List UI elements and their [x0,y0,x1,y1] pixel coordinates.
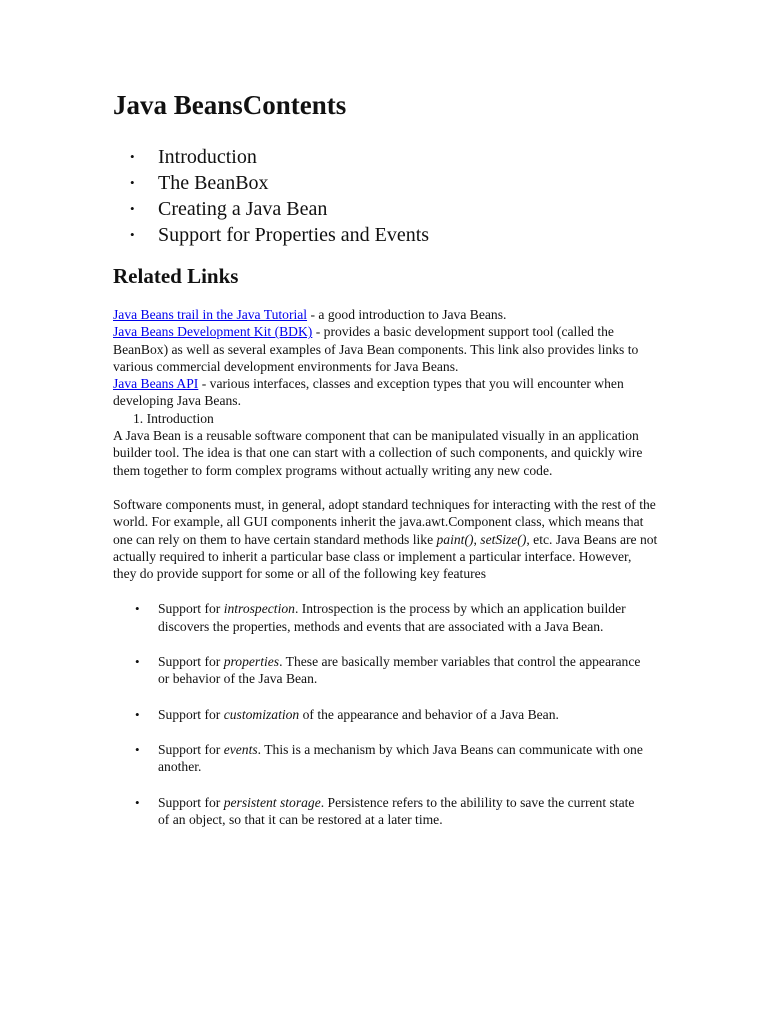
features-list [113,600,658,828]
paragraph-emphasis: paint() [436,531,474,547]
feature-item [113,600,648,635]
feature-item [113,741,648,776]
feature-text: Support for [158,706,224,722]
feature-item [113,794,648,829]
feature-text: Support for [158,654,224,670]
paragraph-text: , etc. Java Beans are not actually required to inherit a particular base class or implement a particular interface. However, they do provide support for some or all of the following key features [113,531,658,582]
contents-list [113,144,429,248]
feature-item [113,706,648,723]
feature-text: . Persistence refers to the abilility to save the current state of an object, so that it can be restored at a later time. [158,794,635,827]
link-description: - various interfaces, classes and exception types that you will encounter when developing Java Beans. [113,376,624,409]
contents-item: • Creating a Java Bean [113,196,429,222]
link-description: - a good introduction to Java Beans. [307,307,507,322]
link-entry [113,375,658,410]
feature-text: Support for [158,794,224,810]
intro-paragraph: A Java Bean is a reusable software component that can be manipulated visually in an application builder tool. The idea is that one can start with a collection of such components, and quickly wire them together to form complex programs without actually writing any new code. [113,428,643,478]
related-links-heading: Related Links [113,264,239,288]
paragraph-text: , [473,531,481,547]
feature-item [113,653,648,688]
feature-text: Support for [158,601,224,617]
feature-term: persistent storage [223,794,321,810]
contents-item: • The BeanBox [113,170,429,196]
paragraph-emphasis: setSize() [480,531,527,547]
feature-term: introspection [223,601,295,617]
section-title: Introduction [146,410,214,426]
link-description: - provides a basic development support tool (called the BeanBox) as well as several examples of Java Bean components. This link also provides links to various commercial development environments for Java Beans. [113,324,639,374]
bdk-link[interactable]: Java Beans Development Kit (BDK) [113,324,313,340]
paragraph-gap [113,479,658,496]
java-tutorial-link[interactable]: Java Beans trail in the Java Tutorial [113,307,308,322]
feature-text: . These are basically member variables that control the appearance or behavior of the Java Bean. [158,654,641,687]
body-text [113,306,658,828]
section-heading [113,410,658,427]
contents-item: • Support for Properties and Events [113,222,429,248]
contents-item: • Introduction [113,144,429,170]
link-entry [113,306,658,323]
feature-text: Support for [158,741,224,757]
paragraph-text: Software components must, in general, adopt standard techniques for interacting with the rest of the world. For example, all GUI components inherit the java.awt.Component class, which means that one can rely on them to have certain standard methods like [113,496,656,547]
components-paragraph [113,496,658,582]
feature-term: events [223,741,258,757]
java-beans-api-link[interactable]: Java Beans API [113,376,199,392]
feature-text: . This is a mechanism by which Java Beans can communicate with one another. [158,741,643,775]
section-number: 1. [133,410,144,426]
feature-text: of the appearance and behavior of a Java Bean. [299,706,559,722]
feature-term: customization [223,706,300,722]
feature-term: properties [223,654,280,670]
page-title: Java BeansContents [113,90,347,120]
feature-text: . Introspection is the process by which an application builder discovers the properties, methods and events that are associated with a Java Bean. [158,601,626,634]
link-entry [113,323,658,375]
